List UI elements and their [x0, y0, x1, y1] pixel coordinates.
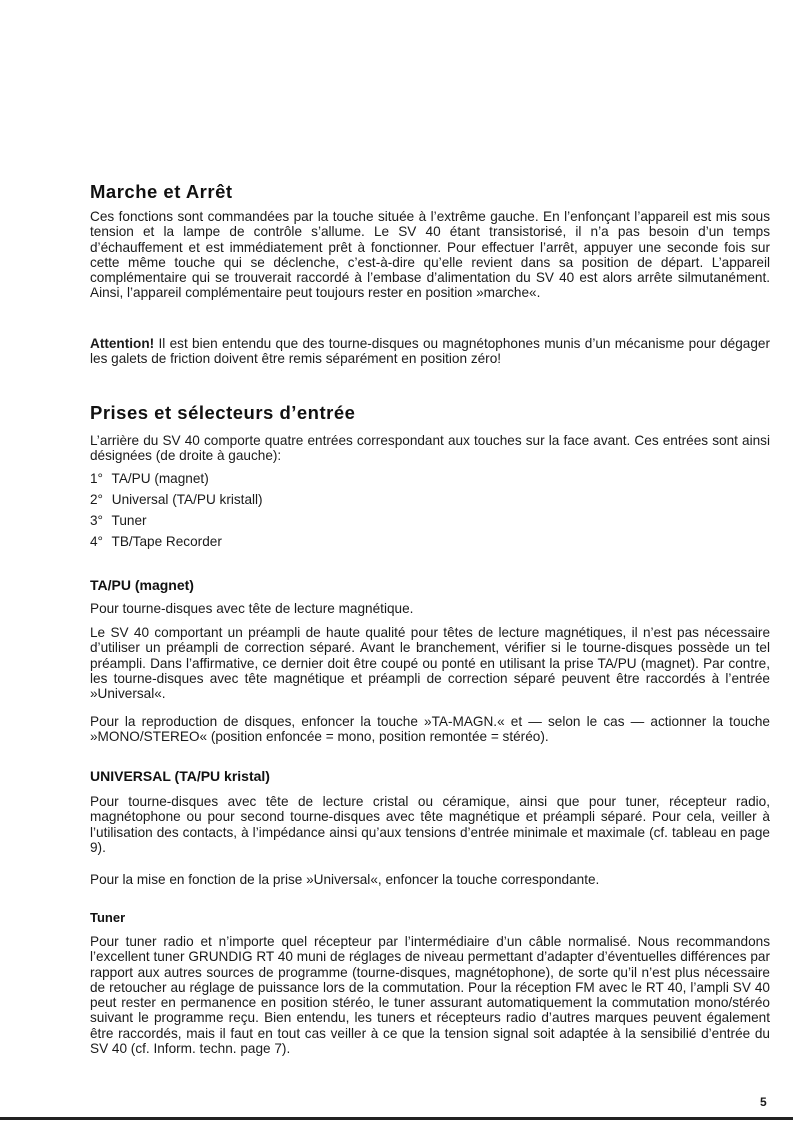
subsection-title: UNIVERSAL (TA/PU kristal): [90, 768, 270, 784]
list-label: Universal (TA/PU kristall): [111, 492, 263, 507]
subsection-body: [90, 714, 770, 745]
inputs-list: [90, 468, 770, 552]
subsection-body: [90, 872, 770, 887]
list-number: 3°: [90, 513, 103, 528]
subsection-body: [90, 601, 770, 616]
list-number: 4°: [90, 534, 103, 549]
paragraph: Pour la reproduction de disques, enfoncer la touche »TA-MAGN.« et — selon le cas — actionner la touche »MONO/STEREO« (position enfoncée = mono, position remontée = stéréo).: [90, 714, 770, 745]
paragraph: Le SV 40 comportant un préampli de haute qualité pour têtes de lecture magnétiques, il n’est pas nécessaire d’utiliser un préampli de correction séparé. Avant le branchement, vérifier si le tourne-disques possède un tel préampli. Dans l’affirmative, ce dernier doit être coupé ou ponté en utilisant la prise TA/PU (magnet). Par contre, les tourne-disques avec tête magnétique et préampli de correction séparé peuvent être raccordés à l’entrée »Universal«.: [90, 625, 770, 702]
attention-text: Il est bien entendu que des tourne-disques ou magnétophones munis d’un mécanisme pour dégager les galets de friction doivent être remis séparément en position zéro!: [90, 336, 770, 367]
list-item: [90, 510, 770, 531]
paragraph: L’arrière du SV 40 comporte quatre entrées correspondant aux touches sur la face avant. Ces entrées sont ainsi désignées (de droite à gauche):: [90, 433, 770, 464]
list-label: TA/PU (magnet): [111, 471, 209, 486]
subsection-title: Tuner: [90, 910, 126, 925]
paragraph: Pour tuner radio et n’importe quel récepteur par l’intermédiaire d’un câble normalisé. Nous recommandons l’excellent tuner GRUNDIG RT 40 muni de réglages de niveau permettant d’adapter d’éventuelles différences par rapport aux autres sources de programme (tourne-disques, magnétophone), de sorte qu’il n’est plus nécessaire de retoucher au réglage de puissance lors de la commutation. Pour la réception FM avec le RT 40, l’ampli SV 40 peut rester en permanence en position stéréo, le tuner assurant automatiquement la commutation mono/stéréo suivant le programme reçu. Bien entendu, les tuners et récepteurs radio d’autres marques peuvent également être raccordés, mais il faut en tout cas veiller à ce que la tension signal soit adaptée à la sensibilié d’entrée du SV 40 (cf. Inform. techn. page 7).: [90, 934, 770, 1057]
attention-note: [90, 336, 770, 367]
paragraph: Pour tourne-disques avec tête de lecture magnétique.: [90, 601, 414, 616]
section-body: [90, 209, 770, 301]
subsection-tuner: [90, 910, 770, 925]
list-number: 2°: [90, 492, 103, 507]
attention-label: Attention!: [90, 336, 155, 351]
section-title: Prises et sélecteurs d’entrée: [90, 402, 356, 423]
subsection-title: TA/PU (magnet): [90, 577, 194, 593]
subsection-universal: [90, 768, 770, 784]
list-item: [90, 531, 770, 552]
bottom-rule: [0, 1117, 793, 1120]
subsection-body: [90, 625, 770, 701]
subsection-body: [90, 794, 770, 855]
subsection-body: [90, 934, 770, 1056]
list-label: Tuner: [111, 513, 147, 528]
section-body: [90, 433, 770, 464]
section-title: Marche et Arrêt: [90, 181, 233, 202]
paragraph: Pour tourne-disques avec tête de lecture cristal ou céramique, ainsi que pour tuner, récepteur radio, magnétophone ou pour second tourne-disques avec tête magnétique et préampli séparé. Pour cela, veiller à l’utilisation des contacts, à l’impédance ainsi qu’aux tensions d’entrée minimale et maximale (cf. tableau en page 9).: [90, 794, 770, 855]
list-item: [90, 489, 770, 510]
page-number: 5: [760, 1095, 767, 1109]
paragraph: [90, 336, 770, 367]
list-number: 1°: [90, 471, 103, 486]
section-prises: [90, 402, 770, 424]
list-label: TB/Tape Recorder: [111, 534, 222, 549]
list-item: [90, 468, 770, 489]
paragraph: Ces fonctions sont commandées par la touche située à l’extrême gauche. En l’enfonçant l’appareil est mis sous tension et la lampe de contrôle s’allume. Le SV 40 étant transistorisé, il n’a pas besoin d’un temps d’échauffement et est immédiatement prêt à fonctionner. Pour effectuer l’arrêt, appuyer une seconde fois sur cette même touche qui se déclenche, c’est-à-dire qu’elle revient dans sa position de départ. L’appareil complémentaire qui se trouverait raccordé à l’embase d’alimentation du SV 40 est alors arrête silmutanément. Ainsi, l’appareil complémentaire peut toujours rester en position »marche«.: [90, 209, 770, 301]
section-marche-arret: [90, 181, 770, 203]
subsection-magnet: [90, 577, 770, 593]
paragraph: Pour la mise en fonction de la prise »Universal«, enfoncer la touche correspondante.: [90, 872, 600, 887]
